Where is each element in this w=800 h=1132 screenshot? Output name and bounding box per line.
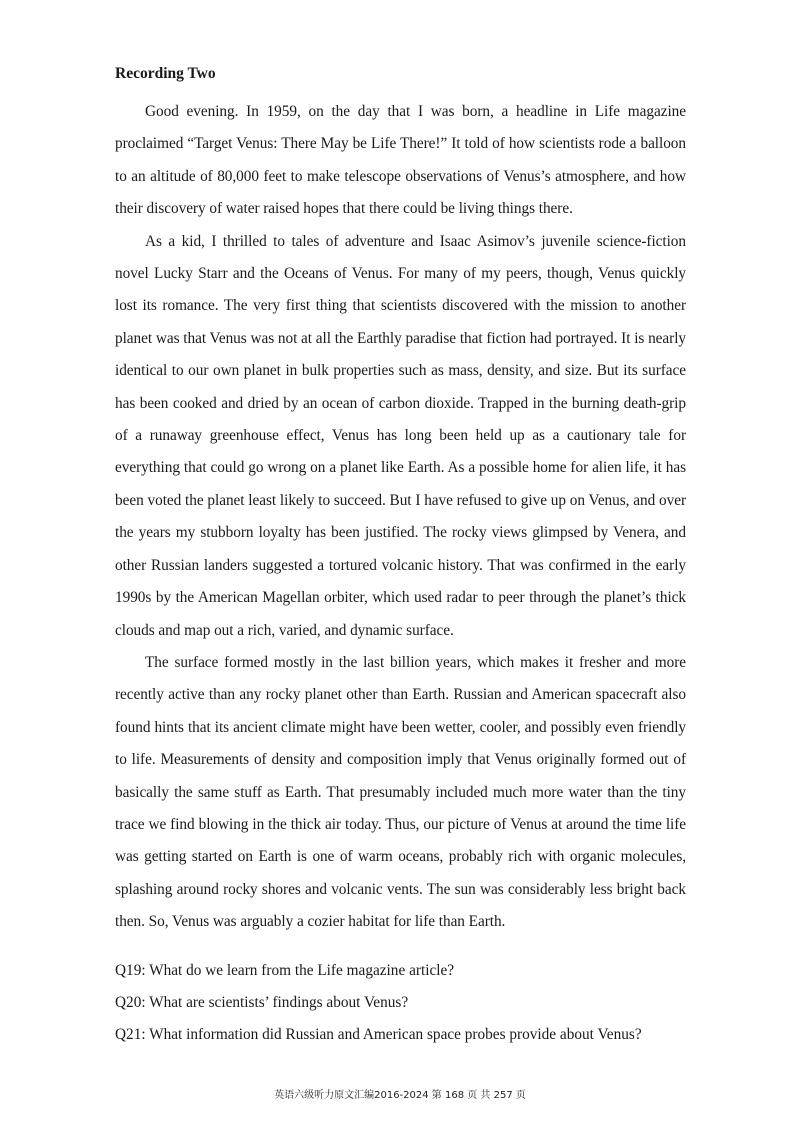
section-heading: Recording Two: [115, 65, 216, 82]
paragraph-3: The surface formed mostly in the last billion years, which makes it fresher and more recently active than any rocky planet other than Earth. Russian and American spacecraft also found hints that its ancient climate might have been wetter, cooler, and possibly even friendly to life. Measurements of density and composition imply that Venus originally formed out of basically the same stuff as Earth. That presumably included much more water than the tiny trace we find blowing in the thick air today. Thus, our picture of Venus at around the time life was getting started on Earth is one of warm oceans, probably rich with organic molecules, splashing around rocky shores and volcanic vents. The sun was considerably less bright back then. So, Venus was arguably a cozier habitat for life than Earth.: [115, 653, 686, 931]
question-list: [115, 955, 686, 1052]
page-footer: 英语六级听力原文汇编2016-2024 第 168 页 共 257 页: [274, 1090, 526, 1101]
paragraph-2: As a kid, I thrilled to tales of adventure and Isaac Asimov’s juvenile science-fiction novel Lucky Starr and the Oceans of Venus. For many of my peers, though, Venus quickly lost its romance. The very first thing that scientists discovered with the mission to another planet was that Venus was not at all the Earthly paradise that fiction had portrayed. It is nearly identical to our own planet in bulk properties such as mass, density, and size. But its surface has been cooked and dried by an ocean of carbon dioxide. Trapped in the burning death-grip of a runaway greenhouse effect, Venus has long been held up as a cautionary tale for everything that could go wrong on a planet like Earth. As a possible home for alien life, it has been voted the planet least likely to succeed. But I have refused to give up on Venus, and over the years my stubborn loyalty has been justified. The rocky views glimpsed by Venera, and other Russian landers suggested a tortured volcanic history. That was confirmed in the early 1990s by the American Magellan orbiter, which used radar to peer through the planet’s thick clouds and map out a rich, varied, and dynamic surface.: [115, 232, 686, 639]
question-21: Q21: What information did Russian and American space probes provide about Venus?: [115, 1026, 642, 1044]
paragraph-1: Good evening. In 1959, on the day that I was born, a headline in Life magazine proclaimed “Target Venus: There May be Life There!” It told of how scientists rode a balloon to an altitude of 80,000 feet to make telescope observations of Venus’s atmosphere, and how their discovery of water raised hopes that there could be living things there.: [115, 103, 686, 218]
document-body: [115, 64, 686, 1052]
question-19: Q19: What do we learn from the Life magazine article?: [115, 961, 455, 979]
question-20: Q20: What are scientists’ findings about Venus?: [115, 993, 409, 1011]
